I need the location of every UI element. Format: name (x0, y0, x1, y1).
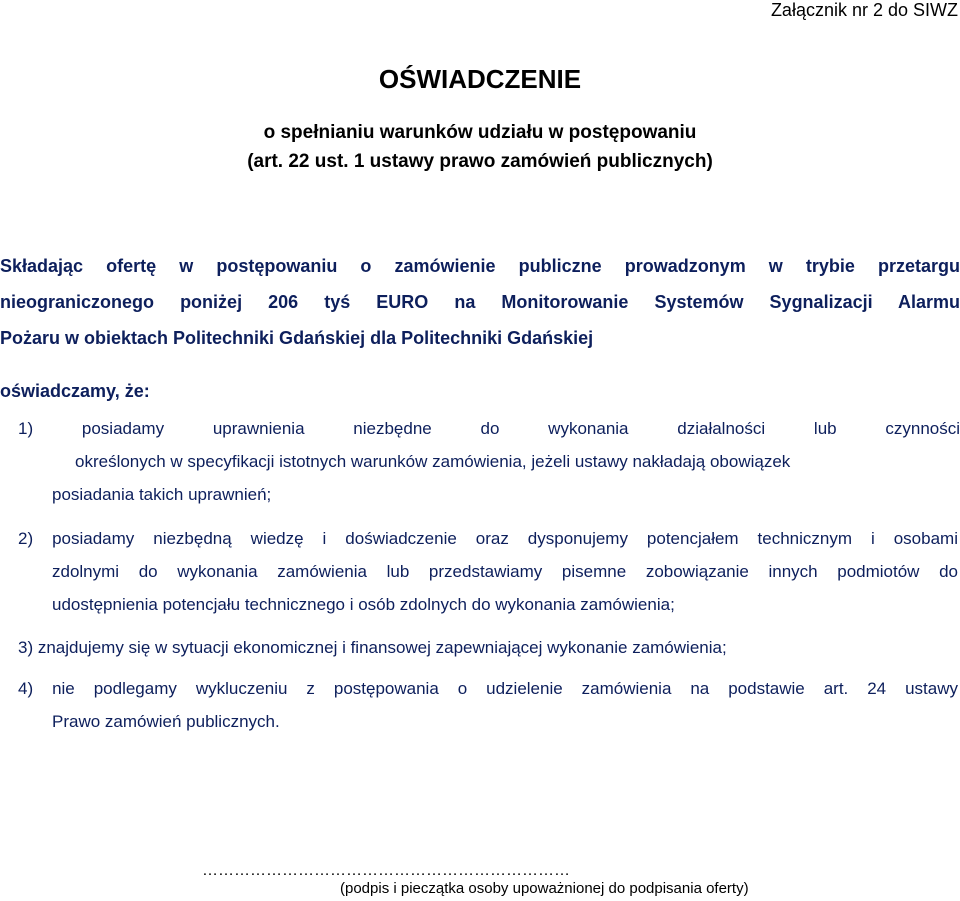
item-2-line-2: zdolnymi do wykonania zamówienia lub przedstawiamy pisemne zobowiązanie innych podmiotów do (52, 562, 958, 581)
item-1-line-3: posiadania takich uprawnień; (52, 485, 272, 504)
subtitle-line-2: (art. 22 ust. 1 ustawy prawo zamówień publicznych) (247, 151, 713, 172)
document-title: OŚWIADCZENIE (378, 64, 582, 94)
item-2-line-1: 2) posiadamy niezbędną wiedzę i doświadczenie oraz dysponujemy potencjałem technicznym i osobami (18, 529, 958, 548)
item-1-line-1: 1) posiadamy uprawnienia niezbędne do wykonania działalności lub czynności (18, 419, 960, 438)
item-4-line-1: 4) nie podlegamy wykluczeniu z postępowania o udzielenie zamówienia na podstawie art. 24 ustawy (18, 679, 958, 698)
item-1-line-2: określonych w specyfikacji istotnych warunków zamówienia, jeżeli ustawy nakładają obowiązek (75, 452, 791, 471)
declaration-heading: oświadczamy, że: (0, 381, 150, 401)
intro-line-2: nieograniczonego poniżej 206 tyś EURO na Monitorowanie Systemów Sygnalizacji Alarmu (0, 292, 960, 312)
item-2-line-3: udostępnienia potencjału technicznego i osób zdolnych do wykonania zamówienia; (52, 595, 675, 614)
declaration-item-1 (18, 412, 960, 511)
declaration-item-2 (18, 522, 958, 621)
item-3-line-1: 3) znajdujemy się w sytuacji ekonomicznej i finansowej zapewniającej wykonanie zamówienia; (18, 638, 727, 657)
annex-label: Załącznik nr 2 do SIWZ (770, 0, 958, 20)
declaration-item-4 (18, 672, 958, 738)
intro-line-3: Pożaru w obiektach Politechniki Gdańskiej dla Politechniki Gdańskiej (0, 328, 594, 348)
signature-caption: (podpis i pieczątka osoby upoważnionej do podpisania oferty) (340, 880, 749, 897)
signature-line: …………………………………………………………… (202, 862, 570, 879)
intro-paragraph (0, 248, 960, 356)
intro-line-1: Składając ofertę w postępowaniu o zamówienie publiczne prowadzonym w trybie przetargu (0, 256, 960, 276)
declaration-item-3 (18, 631, 727, 664)
item-4-line-2: Prawo zamówień publicznych. (52, 712, 280, 731)
subtitle-line-1: o spełnianiu warunków udziału w postępowaniu (263, 122, 697, 143)
